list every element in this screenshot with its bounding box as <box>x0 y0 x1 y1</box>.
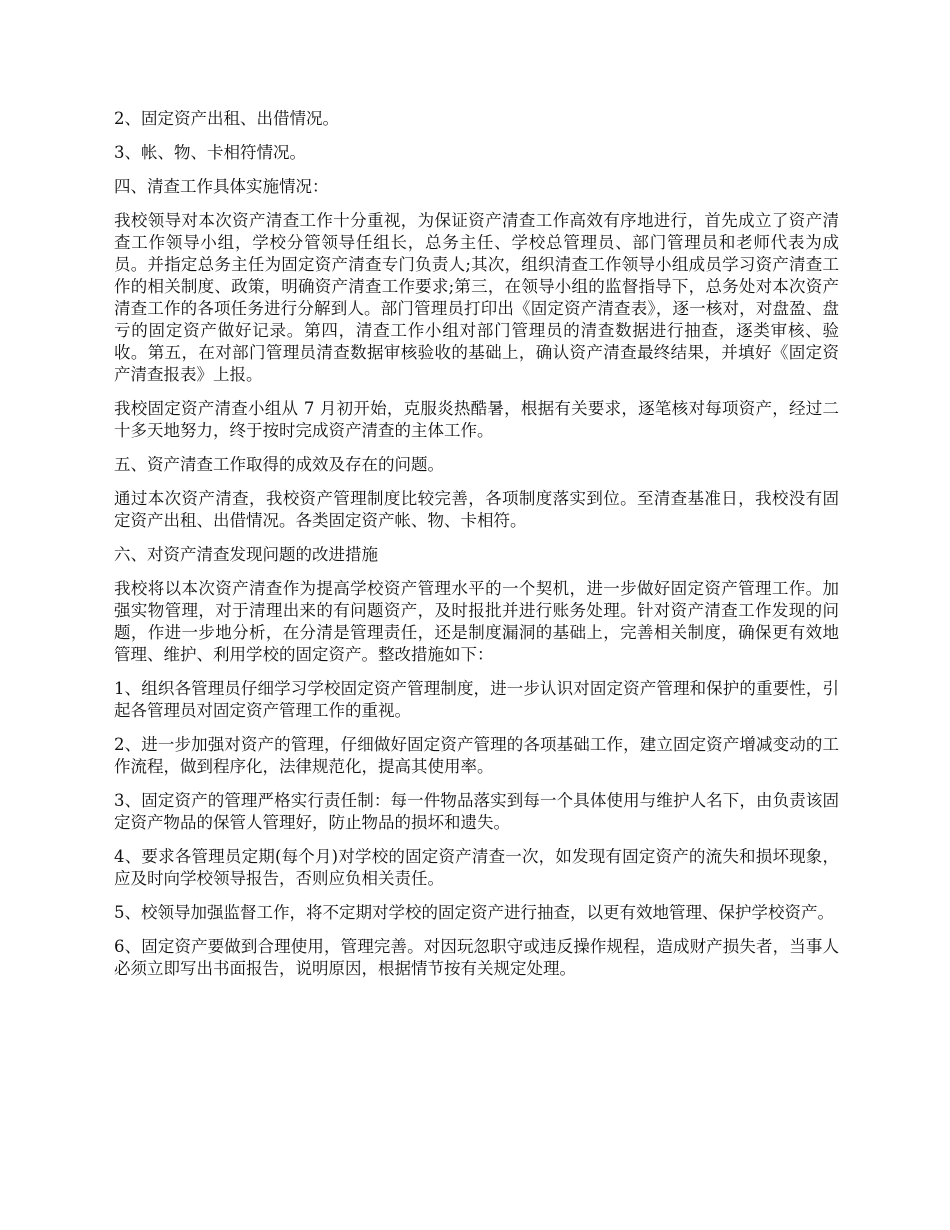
section-5-heading: 五、资产清查工作取得的成效及存在的问题。 <box>114 455 444 474</box>
measure-3: 3、固定资产的管理严格实行责任制：每一件物品落实到每一个具体使用与维护人名下，由负责该固定资产物品的保管人管理好，防止物品的损坏和遗失。 <box>114 791 839 832</box>
item-2-rental: 2、固定资产出租、出借情况。 <box>114 109 339 128</box>
measure-6: 6、固定资产要做到合理使用，管理完善。对因玩忽职守或违反操作规程，造成财产损失者，当事人必须立即写出书面报告，说明原因，根据情节按有关规定处理。 <box>114 937 839 978</box>
section-4-heading: 四、清查工作具体实施情况： <box>114 177 329 196</box>
section-5-paragraph: 通过本次资产清查，我校资产管理制度比较完善，各项制度落实到位。至清查基准日，我校没有固定资产出租、出借情况。各类固定资产帐、物、卡相符。 <box>114 489 839 530</box>
item-3-account-match: 3、帐、物、卡相符情况。 <box>114 143 306 162</box>
measure-2: 2、进一步加强对资产的管理，仔细做好固定资产管理的各项基础工作，建立固定资产增减变动的工作流程，做到程序化，法律规范化，提高其使用率。 <box>114 735 839 776</box>
section-6-heading: 六、对资产清查发现问题的改进措施 <box>114 545 378 564</box>
measure-4: 4、要求各管理员定期(每个月)对学校的固定资产清查一次，如发现有固定资产的流失和损坏现象，应及时向学校领导报告，否则应负相关责任。 <box>114 847 839 888</box>
document-body <box>114 108 839 992</box>
measure-5: 5、校领导加强监督工作，将不定期对学校的固定资产进行抽查，以更有效地管理、保护学校资产。 <box>114 903 834 922</box>
section-4-paragraph-2: 我校固定资产清查小组从 7 月初开始，克服炎热酷暑，根据有关要求，逐笔核对每项资产，经过二十多天地努力，终于按时完成资产清查的主体工作。 <box>114 399 839 440</box>
section-4-paragraph-1: 我校领导对本次资产清查工作十分重视，为保证资产清查工作高效有序地进行，首先成立了资产清查工作领导小组，学校分管领导任组长，总务主任、学校总管理员、部门管理员和老师代表为成员。并指定总务主任为固定资产清查专门负责人;其次，组织清查工作领导小组成员学习资产清查工作的相关制度、政策，明确资产清查工作要求;第三，在领导小组的监督指导下，总务处对本次资产清查工作的各项任务进行分解到人。部门管理员打印出《固定资产清查表》，逐一核对，对盘盈、盘亏的固定资产做好记录。第四，清查工作小组对部门管理员的清查数据进行抽查，逐类审核、验收。第五，在对部门管理员清查数据审核验收的基础上，确认资产清查最终结果，并填好《固定资产清查报表》上报。 <box>114 211 839 384</box>
measure-1: 1、组织各管理员仔细学习学校固定资产管理制度，进一步认识对固定资产管理和保护的重要性，引起各管理员对固定资产管理工作的重视。 <box>114 679 839 720</box>
section-6-paragraph: 我校将以本次资产清查作为提高学校资产管理水平的一个契机，进一步做好固定资产管理工作。加强实物管理，对于清理出来的有问题资产，及时报批并进行账务处理。针对资产清查工作发现的问题，作进一步地分析，在分清是管理责任，还是制度漏洞的基础上，完善相关制度，确保更有效地管理、维护、利用学校的固定资产。整改措施如下： <box>114 579 839 664</box>
